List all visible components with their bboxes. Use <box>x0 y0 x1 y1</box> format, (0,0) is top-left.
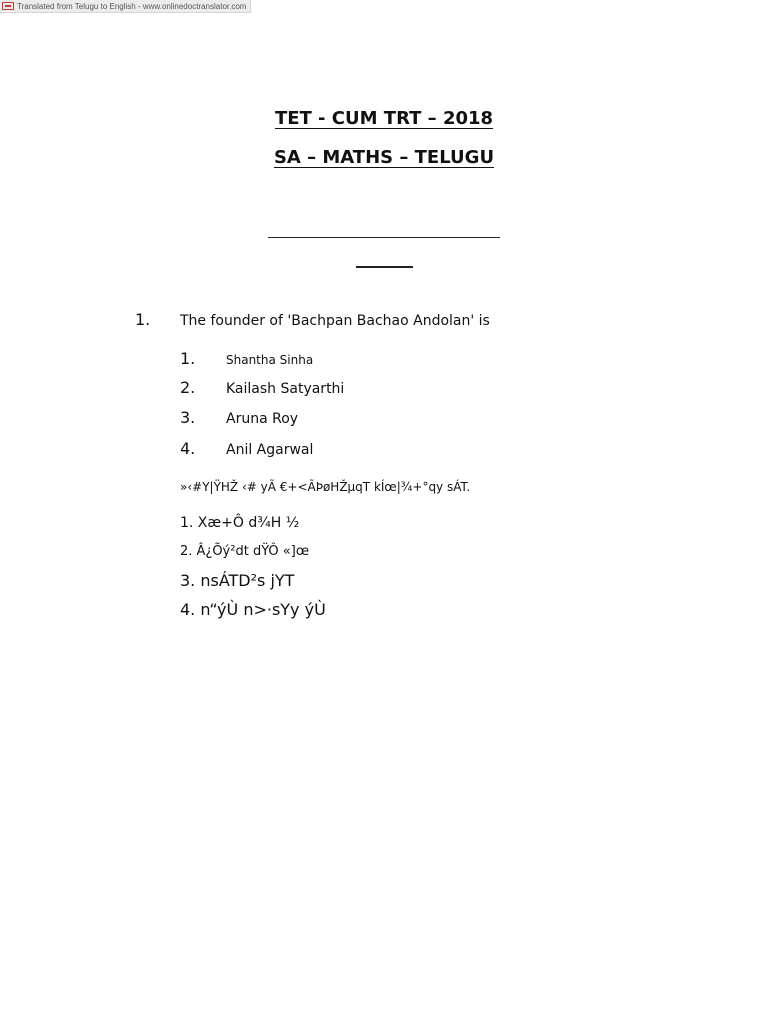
question-text: The founder of 'Bachpan Bachao Andolan' is <box>180 313 490 329</box>
option-number: 4. <box>180 439 196 458</box>
page-subtitle: SA – MATHS – TELUGU <box>273 147 495 168</box>
pdf-translate-icon <box>2 2 14 10</box>
option-number: 3. <box>180 408 196 427</box>
divider-long <box>268 237 500 238</box>
option-number: 1. <box>180 349 196 368</box>
option-1 <box>180 349 313 368</box>
banner-text: Translated from Telugu to English - www.onlinedoctranslator.com <box>17 1 247 11</box>
garbled-option-4: 4. n“ýÙ n>·sYy ýÙ <box>180 600 326 619</box>
garbled-question-text: »‹#Y|ŸHŽ ‹# yÃ €+<ÃÞøHŽµqT kÍœ|¾+°qy sÁT. <box>180 480 471 494</box>
garbled-option-1: 1. Xæ+Ô d¾H ½ <box>180 515 300 531</box>
option-text: Anil Agarwal <box>226 442 314 458</box>
page-title: TET - CUM TRT – 2018 <box>274 108 494 129</box>
option-text: Shantha Sinha <box>226 353 314 367</box>
question-1 <box>135 310 490 329</box>
garbled-option-3: 3. nsÁTD²s jYT <box>180 571 295 590</box>
question-number: 1. <box>135 310 151 329</box>
option-text: Aruna Roy <box>226 411 299 427</box>
option-text: Kailash Satyarthi <box>226 381 345 397</box>
option-number: 2. <box>180 378 196 397</box>
option-4 <box>180 439 313 458</box>
option-2 <box>180 378 344 397</box>
translation-banner <box>0 0 251 13</box>
option-3 <box>180 408 298 427</box>
garbled-option-2: 2. Â¿Õý²dt dŸÔ «]œ <box>180 544 310 559</box>
divider-short <box>356 266 413 268</box>
